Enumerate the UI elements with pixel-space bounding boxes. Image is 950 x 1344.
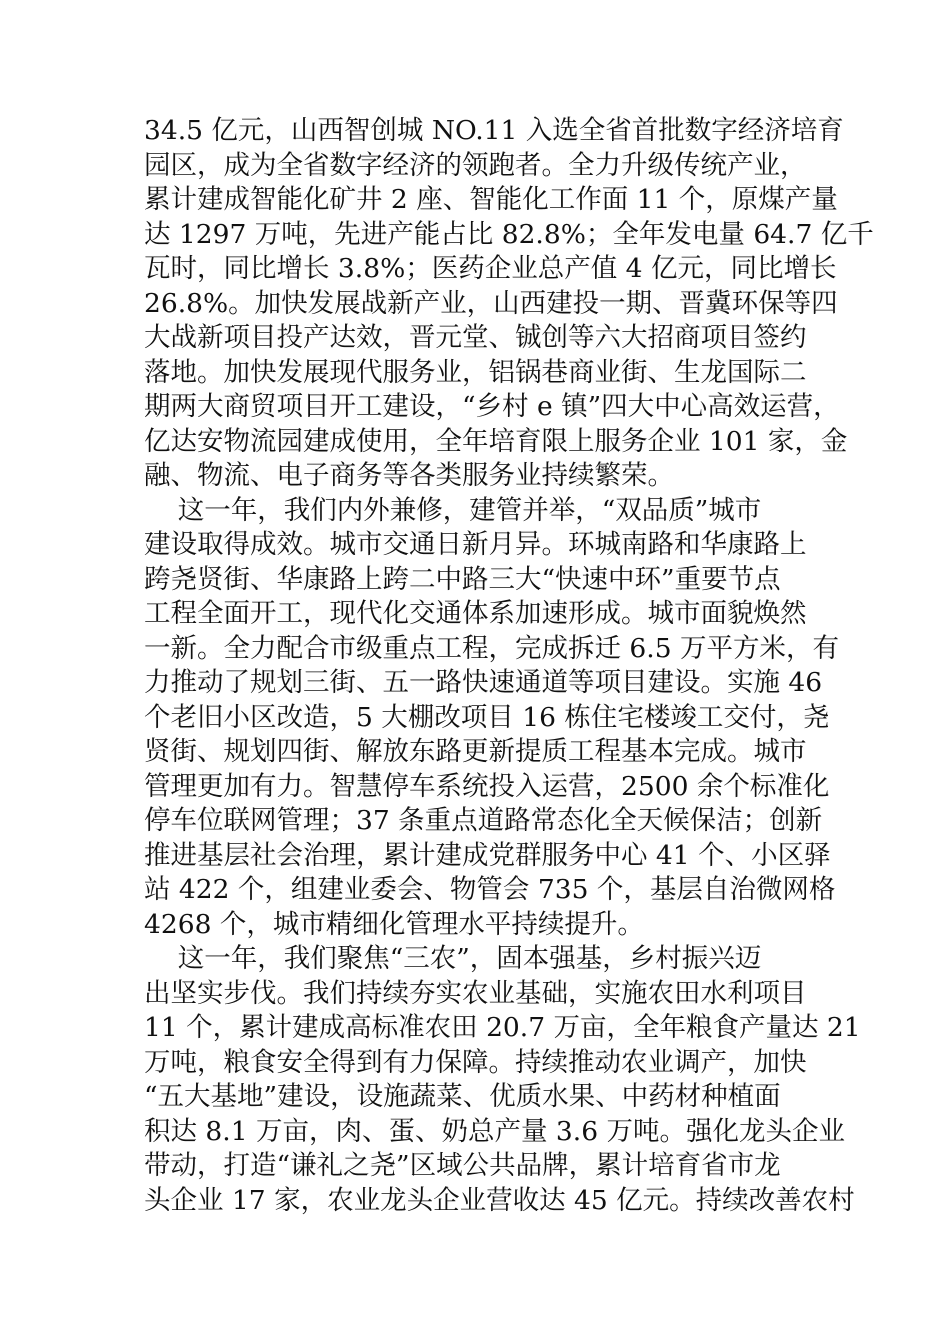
text-line: 园区，成为全省数字经济的领跑者。全力升级传统产业， bbox=[144, 149, 807, 181]
paragraph-industry bbox=[144, 114, 874, 494]
text-line: 工程全面开工，现代化交通体系加速形成。城市面貌焕然 bbox=[144, 598, 807, 629]
text-line: 落地。加快发展现代服务业，铝锅巷商业街、生龙国际二 bbox=[144, 356, 807, 388]
text-line: 积达 8.1 万亩，肉、蛋、奶总产量 3.6 万吨。强化龙头企业 bbox=[144, 1115, 845, 1147]
text-line: 出坚实步伐。我们持续夯实农业基础，实施农田水利项目 bbox=[144, 977, 807, 1009]
document-body bbox=[144, 114, 874, 1218]
text-line: 11 个，累计建成高标准农田 20.7 万亩，全年粮食产量达 21 bbox=[144, 1012, 861, 1043]
text-line: 管理更加有力。智慧停车系统投入运营，2500 余个标准化 bbox=[144, 770, 830, 802]
text-line: 瓦时，同比增长 3.8%；医药企业总产值 4 亿元，同比增长 bbox=[144, 253, 837, 284]
text-line: 累计建成智能化矿井 2 座、智能化工作面 11 个，原煤产量 bbox=[144, 184, 838, 215]
text-line: 达 1297 万吨，先进产能占比 82.8%；全年发电量 64.7 亿千 bbox=[144, 218, 874, 250]
text-line: 带动，打造“谦礼之尧”区域公共品牌，累计培育省市龙 bbox=[144, 1150, 781, 1181]
paragraph-agriculture bbox=[144, 942, 861, 1218]
text-line: 万吨，粮食安全得到有力保障。持续推动农业调产，加快 bbox=[144, 1046, 807, 1078]
text-line: 这一年，我们内外兼修，建管并举，“双品质”城市 bbox=[144, 494, 762, 526]
text-line: 26.8%。加快发展战新产业，山西建投一期、晋冀环保等四 bbox=[144, 287, 838, 319]
text-line: 这一年，我们聚焦“三农”，固本强基，乡村振兴迈 bbox=[144, 943, 762, 974]
text-line: 跨尧贤街、华康路上跨二中路三大“快速中环”重要节点 bbox=[144, 563, 781, 595]
text-line: 大战新项目投产达效，晋元堂、铖创等六大招商项目签约 bbox=[144, 322, 807, 353]
text-line: 个老旧小区改造，5 大棚改项目 16 栋住宅楼竣工交付，尧 bbox=[144, 701, 830, 733]
paragraph-city bbox=[144, 494, 839, 943]
text-line: 站 422 个，组建业委会、物管会 735 个，基层自治微网格 bbox=[144, 874, 836, 905]
text-line: 头企业 17 家，农业龙头企业营收达 45 亿元。持续改善农村 bbox=[144, 1184, 855, 1216]
text-line: 34.5 亿元，山西智创城 NO.11 入选全省首批数字经济培育 bbox=[144, 115, 844, 146]
text-line: 期两大商贸项目开工建设，“乡村 e 镇”四大中心高效运营， bbox=[144, 391, 840, 422]
text-line: 融、物流、电子商务等各类服务业持续繁荣。 bbox=[144, 460, 674, 491]
text-line: 力推动了规划三街、五一路快速通道等项目建设。实施 46 bbox=[144, 667, 823, 698]
text-line: 4268 个，城市精细化管理水平持续提升。 bbox=[144, 908, 644, 940]
text-line: 贤街、规划四街、解放东路更新提质工程基本完成。城市 bbox=[144, 736, 807, 767]
text-line: “五大基地”建设，设施蔬菜、优质水果、中药材种植面 bbox=[144, 1081, 781, 1112]
text-line: 停车位联网管理；37 条重点道路常态化全天候保洁；创新 bbox=[144, 805, 823, 836]
text-line: 一新。全力配合市级重点工程，完成拆迁 6.5 万平方米，有 bbox=[144, 632, 839, 664]
text-line: 亿达安物流园建成使用，全年培育限上服务企业 101 家，金 bbox=[144, 425, 848, 457]
text-line: 建设取得成效。城市交通日新月异。环城南路和华康路上 bbox=[144, 529, 807, 560]
text-line: 推进基层社会治理，累计建成党群服务中心 41 个、小区驿 bbox=[144, 839, 831, 871]
